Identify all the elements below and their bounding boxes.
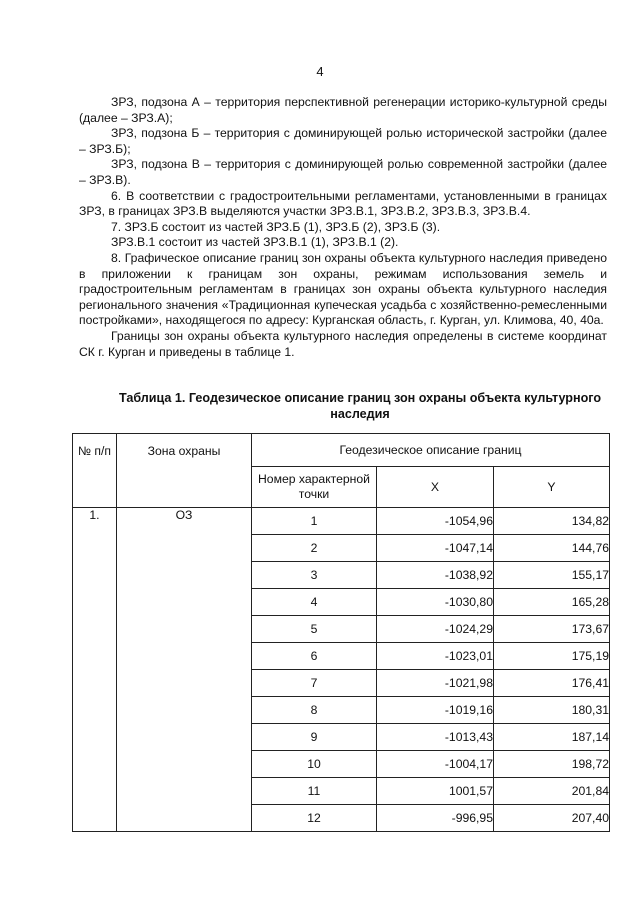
coord-y: 207,40 bbox=[494, 805, 610, 832]
point-number: 5 bbox=[252, 616, 377, 643]
coord-y: 173,67 bbox=[494, 616, 610, 643]
point-number: 7 bbox=[252, 670, 377, 697]
coord-y: 176,41 bbox=[494, 670, 610, 697]
coord-x: -1024,29 bbox=[377, 616, 494, 643]
zone-name: ОЗ bbox=[117, 508, 252, 832]
geodesic-table bbox=[72, 433, 610, 832]
coord-x: -1023,01 bbox=[377, 643, 494, 670]
coord-x: 1001,57 bbox=[377, 778, 494, 805]
coord-y: 175,19 bbox=[494, 643, 610, 670]
page-number: 4 bbox=[316, 64, 324, 79]
paragraph: ЗРЗ, подзона Б – территория с доминирующей ролью исторической застройки (далее – ЗРЗ.Б); bbox=[79, 126, 607, 156]
coord-x: -1021,98 bbox=[377, 670, 494, 697]
point-number: 9 bbox=[252, 724, 377, 751]
point-number: 10 bbox=[252, 751, 377, 778]
coord-y: 155,17 bbox=[494, 562, 610, 589]
coord-x: -1019,16 bbox=[377, 697, 494, 724]
paragraph: 7. ЗРЗ.Б состоит из частей ЗРЗ.Б (1), ЗРЗ.Б (2), ЗРЗ.Б (3). bbox=[111, 219, 441, 234]
point-number: 2 bbox=[252, 535, 377, 562]
point-number: 8 bbox=[252, 697, 377, 724]
header-point: Номер характерной точки bbox=[252, 467, 377, 508]
point-number: 12 bbox=[252, 805, 377, 832]
paragraph: ЗРЗ, подзона В – территория с доминирующей ролью современной застройки (далее – ЗРЗ.В). bbox=[79, 157, 607, 187]
coord-x: -1013,43 bbox=[377, 724, 494, 751]
coord-y: 144,76 bbox=[494, 535, 610, 562]
header-geodesic: Геодезическое описание границ bbox=[252, 434, 610, 467]
coord-x: -996,95 bbox=[377, 805, 494, 832]
table-body bbox=[73, 508, 610, 832]
table-row bbox=[73, 508, 610, 535]
paragraph: ЗРЗ.В.1 состоит из частей ЗРЗ.В.1 (1), ЗРЗ.В.1 (2). bbox=[111, 235, 399, 250]
header-y: Y bbox=[494, 467, 610, 508]
coord-y: 198,72 bbox=[494, 751, 610, 778]
header-number: № п/п bbox=[73, 434, 117, 508]
coord-x: -1054,96 bbox=[377, 508, 494, 535]
header-zone: Зона охраны bbox=[117, 434, 252, 508]
table-header-row bbox=[73, 434, 610, 467]
paragraph: 8. Графическое описание границ зон охраны объекта культурного наследия приведено в приложении к границам зон охраны, режимам использования земель и градостроительным регламентам в границах зон охраны объекта культурного наследия регионального значения «Традиционная купеческая усадьба с хозяйственно-ремесленными постройками», находящегося по адресу: Курганская область, г. Курган, ул. Климова, 40, 40а. bbox=[79, 250, 607, 328]
body-text bbox=[79, 95, 607, 360]
table-title: Таблица 1. Геодезическое описание границ зон охраны объекта культурного наследия bbox=[118, 391, 602, 421]
coord-x: -1047,14 bbox=[377, 535, 494, 562]
row-number: 1. bbox=[73, 508, 117, 832]
coord-y: 165,28 bbox=[494, 589, 610, 616]
point-number: 3 bbox=[252, 562, 377, 589]
point-number: 4 bbox=[252, 589, 377, 616]
header-x: X bbox=[377, 467, 494, 508]
paragraph: Границы зон охраны объекта культурного наследия определены в системе координат СК г. Курган и приведены в таблице 1. bbox=[79, 328, 607, 359]
coord-y: 201,84 bbox=[494, 778, 610, 805]
coord-y: 187,14 bbox=[494, 724, 610, 751]
paragraph: 6. В соответствии с градостроительными регламентами, установленными в границах ЗРЗ, в границах ЗРЗ.В выделяются участки ЗРЗ.В.1, ЗРЗ.В.2, ЗРЗ.В.3, ЗРЗ.В.4. bbox=[79, 188, 607, 219]
coord-y: 180,31 bbox=[494, 697, 610, 724]
paragraph: ЗРЗ, подзона А – территория перспективной регенерации историко-культурной среды (далее – ЗРЗ.А); bbox=[79, 95, 607, 125]
point-number: 11 bbox=[252, 778, 377, 805]
coord-x: -1004,17 bbox=[377, 751, 494, 778]
coord-y: 134,82 bbox=[494, 508, 610, 535]
coord-x: -1038,92 bbox=[377, 562, 494, 589]
coord-x: -1030,80 bbox=[377, 589, 494, 616]
point-number: 1 bbox=[252, 508, 377, 535]
point-number: 6 bbox=[252, 643, 377, 670]
